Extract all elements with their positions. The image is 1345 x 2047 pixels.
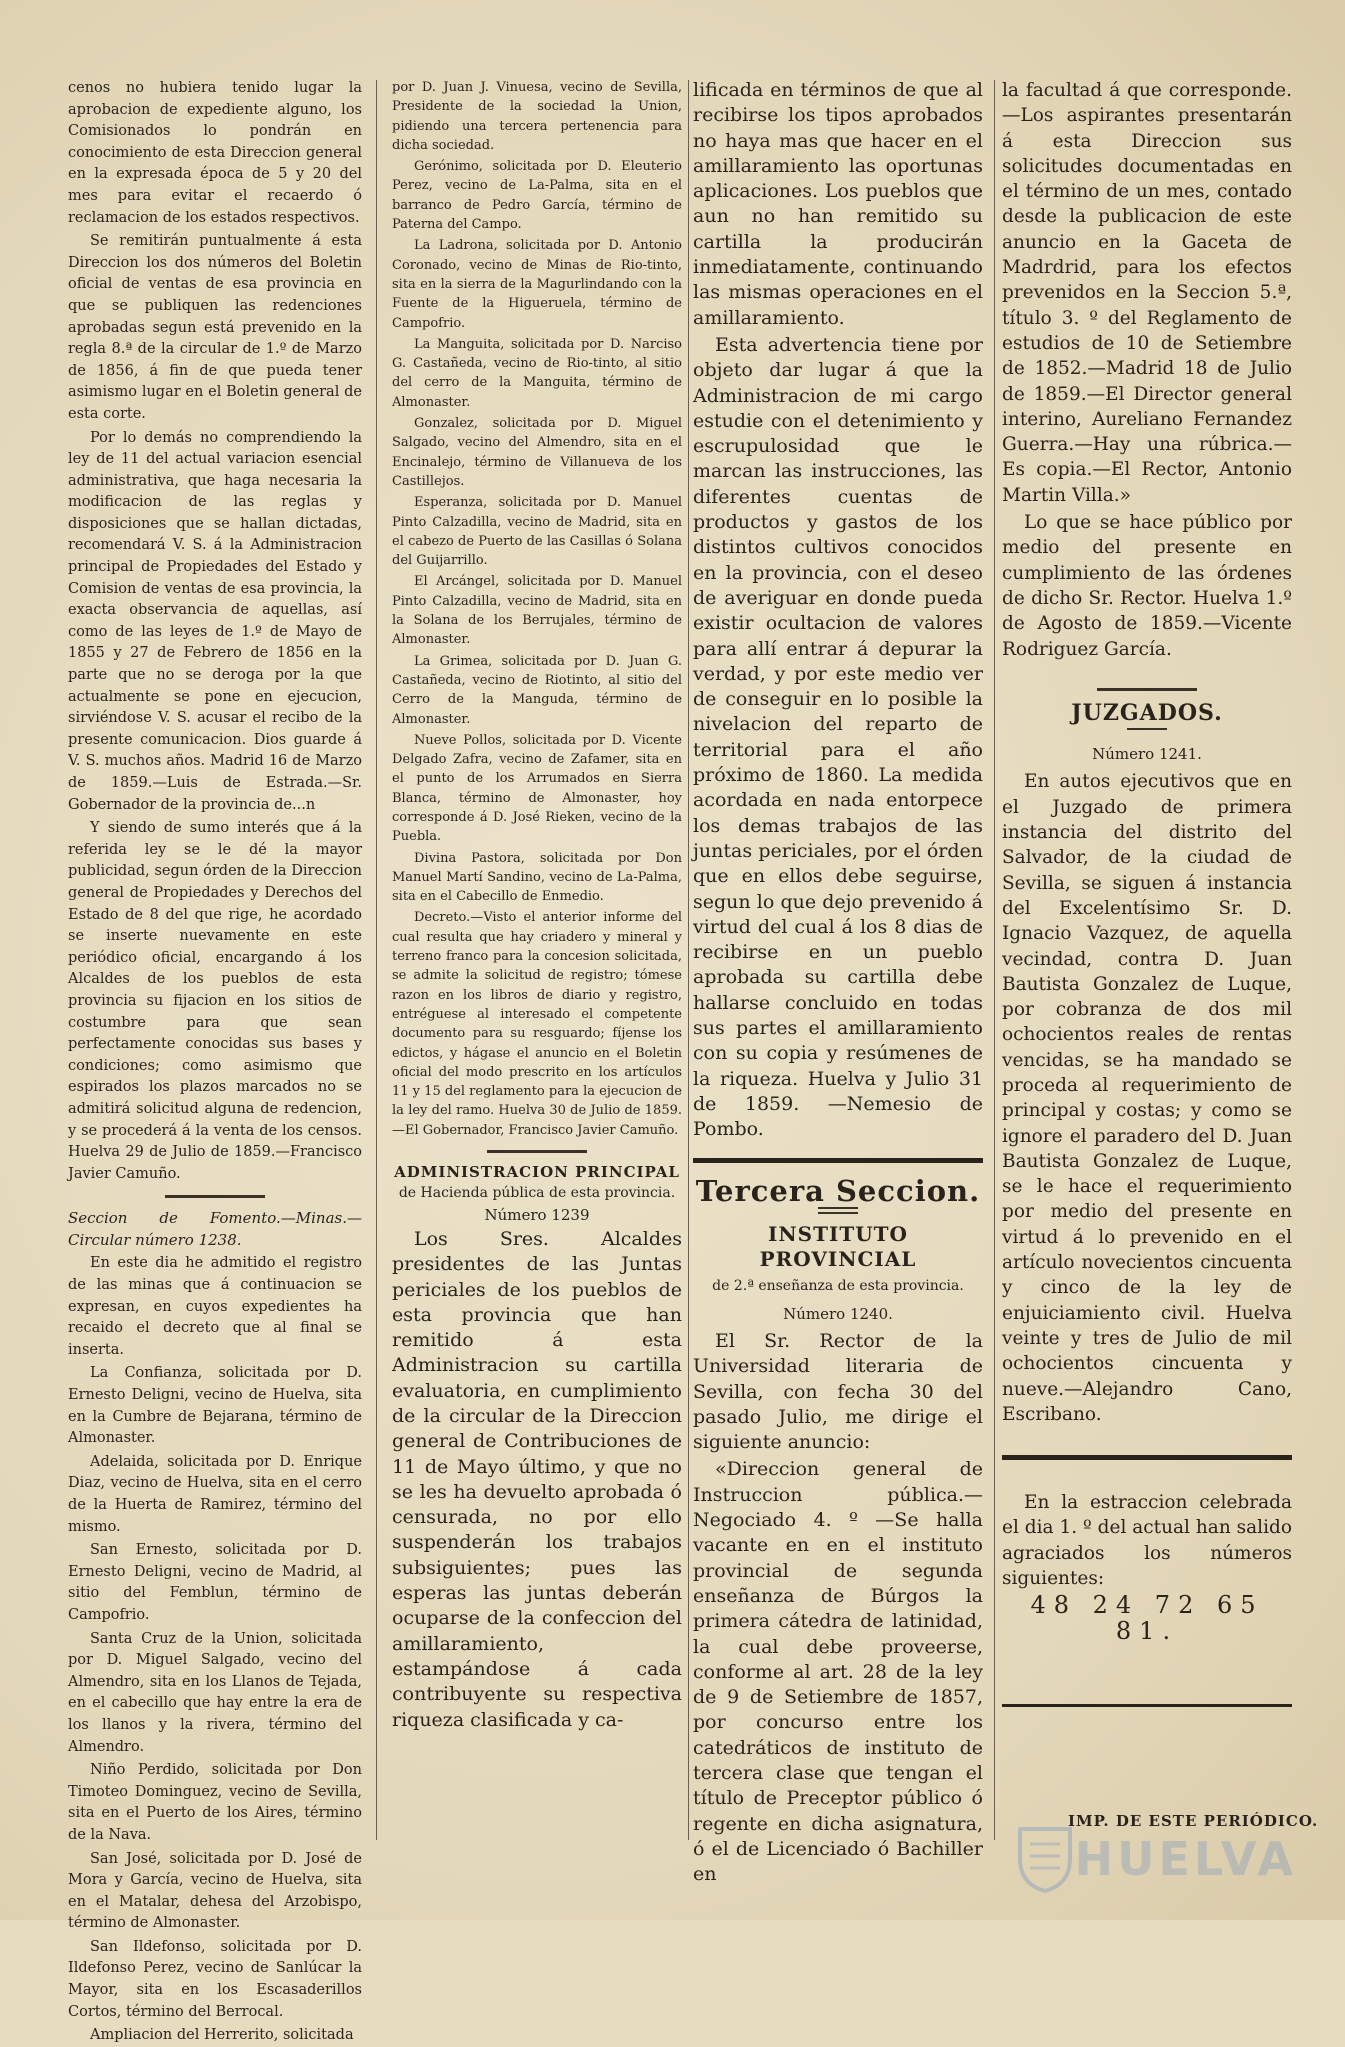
mine-entry: Santa Cruz de la Union, solicitada por D. Miguel Salgado, vecino del Almendro, sita en los Llanos de Tejada, en el cabecillo que hay entre la era de los llanos y la rivera, término del Almendro. (68, 1630, 362, 1755)
paragraph: Por lo demás no comprendiendo la ley de 11 del actual variacion esencial administrativa, que haga necesaria la modificacion de las reglas y disposiciones que se hallan dictadas, recomendará V. S. á la Administracion principal de Propiedades del Estado y Comision de ventas de esa provincia, la exacta observancia de aquellas, así como de las leyes de 1.º de Mayo de 1855 y 27 de Febrero de 1856 en la parte que no se deroga por la que actualmente se pone en ejecucion, sirviéndose V. S. acusar el recibo de la presente comunicacion. Dios guarde á V. S. muchos años. Madrid 16 de Marzo de 1859.—Luis de Estrada.—Sr. Gobernador de la provincia de...n (68, 429, 362, 813)
institute-subheading: de 2.ª enseñanza de esta provincia. (712, 1278, 964, 1295)
mine-entry: Gonzalez, solicitada por D. Miguel Salgado, vecino del Almendro, sita en el Encinalejo, término de Villanueva de los Castillejos. (392, 416, 682, 489)
section-rule (487, 1150, 587, 1153)
column-1 (68, 78, 362, 2044)
notice-number: Número 1239 (484, 1205, 590, 1224)
admin-heading: ADMINISTRACION PRINCIPAL (394, 1163, 680, 1182)
mine-entry: San Ernesto, solicitada por D. Ernesto Deligni, vecino de Madrid, al sitio del Femblun, término de Campofrio. (68, 1542, 362, 1623)
mine-entry: San Ildefonso, solicitada por D. Ildefonso Perez, vecino de Sanlúcar la Mayor, sita en los Escasaderillos Cortos, término del Berrocal. (68, 1938, 362, 2020)
paragraph: Lo que se hace público por medio del presente en cumplimiento de las órdenes de dicho Sr. Rector. Huelva 1.º de Agosto de 1859.—Vicente Rodriguez García. (1002, 512, 1292, 660)
paragraph: En autos ejecutivos que en el Juzgado de primera instancia del distrito del Salvador, de la ciudad de Sevilla, se siguen á instancia del Excelentísimo Sr. D. Ignacio Vazquez, de aquella vecindad, contra D. Juan Bautista Gonzalez de Luque, por cobranza de dos mil ochocientos reales de rentas vencidas, se ha mandado se proceda al requerimiento de principal y costas; y como se ignore el paradero del D. Juan Bautista Gonzalez de Luque, se le hace el requerimiento por medio del presente en virtud á lo prevenido en el artículo novecientos cincuenta y cinco de la ley de enjuiciamiento civil. Huelva veinte y tres de Julio de mil ochocientos cincuenta y nueve.—Alejandro Cano, Escribano. (1002, 771, 1292, 1425)
mine-entry: El Arcángel, solicitada por D. Manuel Pinto Calzadilla, vecino de Madrid, sita en la Solana de los Berrujales, término de Almonaster. (392, 574, 682, 648)
paragraph: En este dia he admitido el registro de las minas que á continuacion se expresan, en cuyos expedientes ha recaido el decreto que al final se inserta. (68, 1255, 362, 1358)
mine-entry: Ampliacion del Herrerito, solicitada (90, 2027, 354, 2044)
section-rule (693, 1158, 983, 1163)
paragraph: cenos no hubiera tenido lugar la aprobacion de expediente alguno, los Comisionados lo pondrán en conocimiento de esta Direccion general en la expresada época de 5 y 20 del mes para evitar el recaerdo ó reclamacion de los estados respectivos. (68, 80, 362, 226)
mine-entry: Nueve Pollos, solicitada por D. Vicente Delgado Zafra, vecino de Zafamer, sita en el punto de los Arrumados en Sierra Blanca, término de Almonaster, hoy corresponde á D. José Rieken, vecino de la Puebla. (392, 732, 682, 845)
paragraph: Esta advertencia tiene por objeto dar lugar á que la Administracion de mi cargo estudie con el detenimiento y escrupulosidad que le marcan las instrucciones, las diferentes cuentas de productos y gastos de los distintos cultivos conocidos en la provincia, con el deseo de averiguar en donde pueda existir ocultacion de valores para allí entrar á depurar la verdad, y por este medio ver de conseguir en lo posible la nivelacion del reparto de territorial para el año próximo de 1860. La medida acordada en nada entorpece los demas trabajos de las juntas periciales, por el órden que en ellos debe seguirse, segun lo que dejo prevenido á virtud del cual á los 8 dias de recibirse en un pueblo aprobada su cartilla debe hallarse concluido en todas sus partes el amillaramiento con su copia y resúmenes de la riqueza. Huelva y Julio 31 de 1859. —Nemesio de Pombo. (693, 333, 983, 1141)
paragraph: la facultad á que corresponde. —Los aspirantes presentarán á esta Direccion sus solicitudes documentadas en el término de un mes, contado desde la publicacion de este anuncio en la Gaceta de Madrdrid, para los efectos prevenidos en la Seccion 5.ª, título 3. º del Reglamento de estudios de 10 de Setiembre de 1852.—Madrid 18 de Julio de 1859.—El Director general interino, Aureliano Fernandez Guerra.—Hay una rúbrica.—Es copia.—El Rector, Antonio Martin Villa.» (1002, 80, 1292, 506)
section-rule (1097, 688, 1197, 691)
column-3 (693, 78, 983, 1886)
mine-entry: La Confianza, solicitada por D. Ernesto Deligni, vecino de Huelva, sita en la Cumbre de Bejarana, término de Almonaster. (68, 1365, 362, 1447)
mine-entry: La Grimea, solicitada por D. Juan G. Castañeda, vecino de Riotinto, al sitio del Cerro de la Manguda, término de Almonaster. (392, 653, 682, 727)
mine-entry: por D. Juan J. Vinuesa, vecino de Sevilla, Presidente de la sociedad la Union, pidiendo una tercera pertenencia para dicha sociedad. (392, 80, 682, 153)
lottery-numbers: 48 24 72 65 81. (1030, 1591, 1264, 1645)
section-title: Tercera Seccion. (695, 1174, 981, 1209)
institute-heading: INSTITUTO PROVINCIAL (759, 1221, 917, 1272)
mine-entry: La Manguita, solicitada por D. Narciso G. Castañeda, vecino de Rio-tinto, al sitio del cerro de la Manguita, término de Almonaster. (392, 336, 682, 410)
paragraph: Los Sres. Alcaldes presidentes de las Juntas periciales de los pueblos de esta provincia que han remitido á esta Administracion su cartilla evaluatoria, en cumplimiento de la circular de la Direccion general de Contribuciones de 11 de Mayo último, y que no se les ha devuelto aprobada ó censurada, no por ello suspenderán los trabajos subsiguientes; pues las esperas las juntas deberán ocuparse de la confeccion del amillaramiento, estampándose á cada contribuyente su respectiva riqueza clasificada y ca- (392, 1227, 682, 1731)
section-rule (1002, 1455, 1292, 1460)
paragraph: El Sr. Rector de la Universidad literaria de Sevilla, con fecha 30 del pasado Julio, me dirige el siguiente anuncio: (693, 1329, 983, 1454)
mine-entry: La Ladrona, solicitada por D. Antonio Coronado, vecino de Minas de Rio-tinto, sita en la sierra de la Magurlindando con la Fuente de la Higueruela, término de Campofrio. (392, 238, 682, 331)
archive-watermark: HUELVA (1074, 1832, 1297, 1886)
section-rule (165, 1195, 265, 1198)
column-divider (688, 80, 689, 1840)
mine-entry: Adelaida, solicitada por D. Enrique Diaz, vecino de Huelva, sita en el cerro de la Huerta de Ramirez, término del mismo. (68, 1453, 362, 1535)
notice-number: Número 1240. (783, 1304, 893, 1323)
paragraph: En la estraccion celebrada el dia 1. º del actual han salido agraciados los números siguientes: (1002, 1492, 1292, 1590)
section-rule (1002, 1704, 1292, 1707)
notice-number: Número 1241. (1092, 745, 1202, 764)
column-4 (1002, 78, 1292, 1860)
mine-entry: Divina Pastora, solicitada por Don Manuel Martí Sandino, vecino de La-Palma, sita en el Cabecillo de Enmedio. (392, 850, 682, 905)
paragraph: lificada en términos de que al recibirse los tipos aprobados no haya mas que hacer en el amillaramiento las oportunas aplicaciones. Los pueblos que aun no han remitido su cartilla la producirán inmediatamente, continuando las mismas operaciones en el amillaramiento. (693, 79, 983, 329)
mine-entry: Esperanza, solicitada por D. Manuel Pinto Calzadilla, vecino de Madrid, sita en el cabezo de Puerto de las Casillas ó Solana del Guijarrillo. (392, 495, 682, 569)
section-heading: Seccion de Fomento.—Minas.—Circular número 1238. (68, 1209, 362, 1249)
paragraph: Y siendo de sumo interés que á la referida ley se le dé la mayor publicidad, segun órden de la Direccion general de Propiedades y Derechos del Estado de 8 del que rige, he acordado se inserte nuevamente en este periódico oficial, encargando á los Alcaldes de los pueblos de esta provincia su fijacion en los sitios de costumbre para que sean perfectamente conocidas sus bases y condiciones; como asimismo que espirados los plazos marcados no se admitirá solicitud alguna de redencion, y se procederá á la venta de los censos. Huelva 29 de Julio de 1859.—Francisco Javier Camuño. (68, 820, 362, 1182)
column-2 (392, 78, 682, 1860)
admin-subheading: de Hacienda pública de esta provincia. (398, 1185, 676, 1202)
juzgados-heading: JUZGADOS. (1071, 699, 1223, 726)
decree: Decreto.—Visto el anterior informe del cual resulta que hay criadero y mineral y terreno franco para la concesion solicitada, se admite la solicitud de registro; tómese razon en los libros de diario y registro, entréguese al interesado el competente documento para su resguardo; fíjense los edictos, y hágase el anuncio en el Boletin oficial del modo prescrito en los artículos 11 y 15 del reglamento para la ejecucion de la ley del ramo. Huelva 30 de Julio de 1859.—El Gobernador, Francisco Javier Camuño. (392, 910, 682, 1138)
mine-entry: Niño Perdido, solicitada por Don Timoteo Dominguez, vecino de Sevilla, sita en el Puerto de los Aires, término de la Nava. (68, 1762, 362, 1843)
short-rule (1127, 728, 1167, 730)
paragraph: Se remitirán puntualmente á esta Direccion los dos números del Boletin oficial de ventas de esa provincia en que se publiquen las redenciones aprobadas segun está prevenido en la regla 8.ª de la circular de 1.º de Marzo de 1856, á fin de que pueda tener asimismo lugar en el Boletin general de esta corte. (68, 233, 362, 422)
mine-entry: Gerónimo, solicitada por D. Eleuterio Perez, vecino de La-Palma, sita en el barranco de Pedro García, término de Paterna del Campo. (392, 159, 682, 233)
column-divider (376, 80, 377, 1840)
column-divider (994, 80, 995, 1840)
shield-icon (1015, 1824, 1075, 1894)
paragraph: «Direccion general de Instruccion pública.—Negociado 4. º —Se halla vacante en en el instituto provincial de segunda enseñanza de Búrgos la primera cátedra de latinidad, la cual debe proveerse, conforme al art. 28 de la ley de 9 de Setiembre de 1857, por concurso entre los catedráticos de instituto de tercera clase que tengan el título de Preceptor público ó regente en dicha asignatura, ó el de Licenciado ó Bachiller en (693, 1458, 983, 1886)
printer-imprint: IMP. DE ESTE PERIÓDICO. (1068, 1812, 1319, 1830)
mine-entry: San José, solicitada por D. José de Mora y García, vecino de Huelva, sita en el Matalar, dehesa del Arzobispo, término de Almonaster. (68, 1850, 362, 1932)
